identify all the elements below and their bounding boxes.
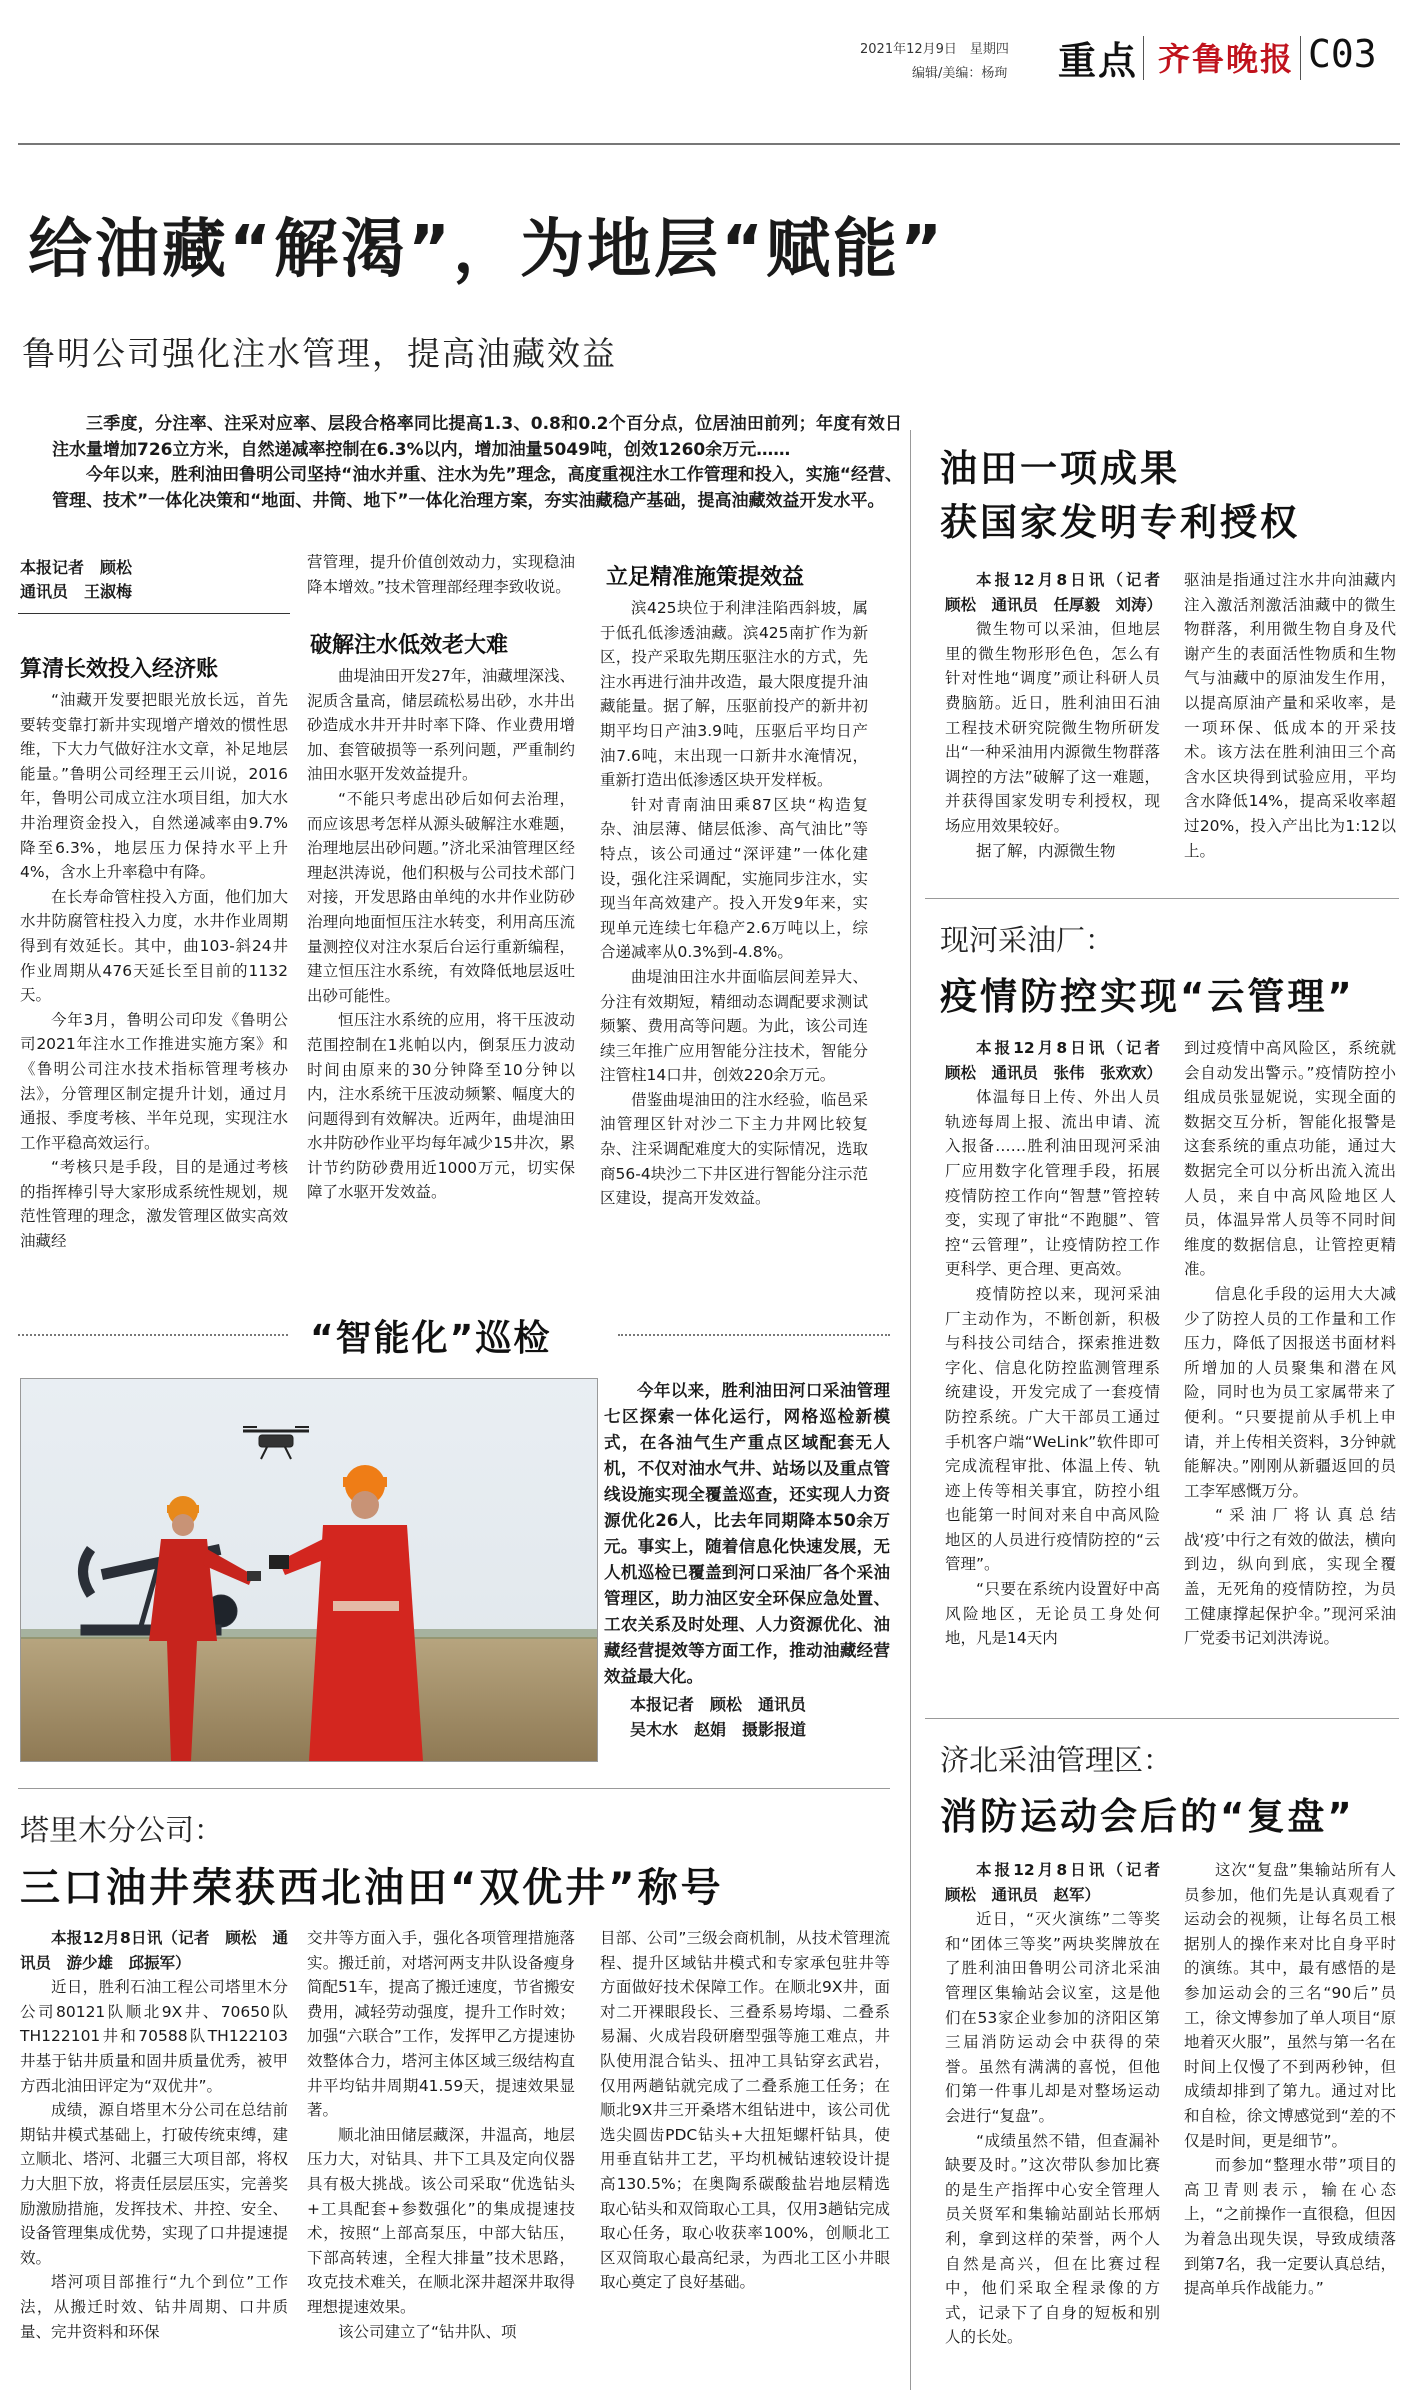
paragraph: 而参加“整理水带”项目的高卫青则表示，输在心态上，“之前操作一直很稳，但因为着急出现失误，导致成绩落到第7名，我一定要认真总结，提高单兵作战能力。”: [1184, 2156, 1396, 2298]
fire-column-2: [1184, 1858, 1396, 2301]
photo-illustration: [21, 1379, 597, 1761]
photo-credit: [604, 1692, 890, 1742]
main-lead: [52, 412, 902, 514]
drone-inspection-photo: [20, 1378, 598, 1762]
talimu-headline: 三口油井荣获西北油田“双优井”称号: [20, 1865, 724, 1911]
patent-byline: 本报12月8日讯（记者 顾松 通讯员 任厚毅 刘涛）: [945, 571, 1176, 614]
paragraph: “采油厂将认真总结战‘疫’中行之有效的做法，横向到边，纵向到底，实现全覆盖，无死角的疫情防控，为员工健康撑起保护伞。”现河采油厂党委书记刘洪涛说。: [1184, 1506, 1396, 1648]
talimu-column-2: [307, 1926, 575, 2344]
patent-headline-line2: 获国家发明专利授权: [940, 501, 1300, 544]
fire-kicker: 济北采油管理区：: [940, 1743, 1173, 1777]
lead-paragraph: 三季度，分注率、注采对应率、层段合格率同比提高1.3、0.8和0.2个百分点，位居油田前列；年度有效日注水量增加726立方米，自然递减率控制在6.3%以内，增加油量5049吨，创效1260余万元……: [52, 414, 902, 460]
photo-credit-line: 本报记者 顾松 通讯员: [630, 1695, 807, 1714]
paragraph: 滨425块位于利津洼陷西斜坡，属于低孔低渗透油藏。滨425南扩作为新区，投产采取先期压驱注水的方式，先注水再进行油井改造，最大限度提升油藏能量。据了解，压驱前投产的新井初期平均日产油3.9吨，压驱后平均日产油7.6吨，末出现一口新井水淹情况，重新打造出低渗透区块开发样板。: [600, 599, 868, 790]
patent-column-2: [1184, 568, 1396, 863]
main-subheadline: 鲁明公司强化注水管理，提高油藏效益: [22, 334, 617, 373]
paragraph: 交井等方面入手，强化各项管理措施落实。搬迁前，对塔河两支井队设备瘦身简配51车，提高了搬迁速度，节省搬安费用，减轻劳动强度，提升工作时效；加强“六联合”工作，发挥甲乙方提速协效整体合力，塔河主体区域三级结构直井平均钻井周期41.59天，提速效果显著。: [307, 1929, 575, 2120]
paragraph: 近日，胜利石油工程公司塔里木分公司80121队顺北9X井、70650队TH122101井和70588队TH122103井基于钻井质量和固井质量优秀，被甲方西北油田评定为“双优井”。: [20, 1978, 288, 2095]
fire-byline: 本报12月8日讯（记者 顾松 通讯员 赵军）: [945, 1861, 1176, 1904]
talimu-column-1: [20, 1926, 288, 2344]
fire-headline: 消防运动会后的“复盘”: [940, 1795, 1355, 1838]
paragraph: 在长寿命管柱投入方面，他们加大水井防腐管柱投入力度，水井作业周期得到有效延长。其中，曲103-斜24井作业周期从476天延长至目前的1132天。: [20, 887, 288, 1005]
patent-column-1: [945, 568, 1176, 863]
byline-rule: [18, 613, 290, 614]
paper-name-logo: 齐鲁晚报: [1158, 40, 1295, 78]
paragraph: 疫情防控以来，现河采油厂主动作为，不断创新，积极与科技公司结合，探索推进数字化、信息化防控监测管理系统建设，开发完成了一套疫情防控系统。广大干部员工通过手机客户端“WeLink”软件即可完成流程审批、体温上传、轨迹上传等相关事宜，防控小组也能第一时间对来自中高风险地区的人员进行疫情防控的“云管理”。: [945, 1284, 1160, 1574]
fire-column-1: [945, 1858, 1176, 2350]
main-byline: [20, 556, 132, 604]
masthead-date: 2021年12月9日 星期四: [860, 42, 1009, 57]
paragraph: 顺北油田储层藏深，井温高，地层压力大，对钻具、井下工具及定向仪器具有极大挑战。该公司采取“优选钻头+工具配套+参数强化”的集成提速技术，按照“上部高泵压，中部大钻压，下部高转速，全程大排量”技术思路，攻克技术难关，在顺北深井超深井取得理想提速效果。: [307, 2125, 575, 2316]
photo-story-title: “智能化”巡检: [310, 1318, 552, 1359]
photo-credit-line: 吴木水 赵娟 摄影报道: [630, 1720, 807, 1739]
masthead-rule: [18, 143, 1400, 145]
cloud-kicker: 现河采油厂：: [940, 923, 1115, 957]
patent-headline-line1: 油田一项成果: [940, 447, 1180, 490]
masthead-divider-2: [1300, 36, 1301, 80]
masthead-editor: 编辑/美编：杨珣: [912, 66, 1008, 81]
byline-correspondent: 通讯员 王淑梅: [20, 582, 133, 601]
paragraph: 借鉴曲堤油田的注水经验，临邑采油管理区针对沙二下主力井网比较复杂、注采调配难度大的实际情况，选取商56-4块沙二下井区进行智能分注示范区建设，提高开发效益。: [600, 1090, 868, 1208]
fire-top-rule: [925, 1718, 1399, 1719]
main-column-3: [600, 596, 868, 1211]
main-column-2: [307, 550, 575, 599]
column-divider: [910, 430, 911, 2390]
paragraph: 驱油是指通过注水井向油藏内注入激活剂激活油藏中的微生物群落，利用微生物自身及代谢产生的表面活性物质和生物气与油藏中的原油发生作用，以提高原油产量和采收率，是一项环保、低成本的开采技术。该方法在胜利油田三个高含水区块得到试验应用，平均含水降低14%，提高采收率超过20%，投入产出比为1:12以上。: [1184, 571, 1396, 860]
page-number: C03: [1308, 32, 1377, 76]
paragraph: 成绩，源自塔里木分公司在总结前期钻井模式基础上，打破传统束缚，建立顺北、塔河、北疆三大项目部，将权力大胆下放，将责任层层压实，完善奖励激励措施，发挥技术、井控、安全、设备管理集成优势，实现了口井提速提效。: [20, 2101, 288, 2267]
lead-paragraph: 今年以来，胜利油田鲁明公司坚持“油水并重、注水为先”理念，高度重视注水工作管理和投入，实施“经营、管理、技术”一体化决策和“地面、井筒、地下”一体化治理方案，夯实油藏稳产基础，提高油藏效益开发水平。: [52, 465, 902, 511]
section-heading-2: 破解注水低效老大难: [310, 633, 509, 658]
paragraph: “油藏开发要把眼光放长远，首先要转变靠打新井实现增产增效的惯性思维，下大力气做好注水文章，补足地层能量。”鲁明公司经理王云川说，2016年，鲁明公司成立注水项目组，加大水井治理资金投入，自然递减率由9.7%降至6.3%，地层压力保持水平上升4%，含水上升率稳中有降。: [20, 691, 288, 882]
section-name: 重点: [1058, 39, 1139, 83]
paragraph: 曲堤油田开发27年，油藏埋深浅、泥质含量高，储层疏松易出砂，水井出砂造成水井开井时率下降、作业费用增加、套管破损等一系列问题，严重制约油田水驱开发效益提升。: [307, 667, 575, 784]
paragraph: 恒压注水系统的应用，将干压波动范围控制在1兆帕以内，倒泵压力波动时间由原来的30分钟降至10分钟以内，注水系统干压波动频繁、幅度大的问题得到有效解决。近两年，曲堤油田水井防砂作业平均每年减少15井次，累计节约防砂费用近1000万元，切实保障了水驱开发效益。: [307, 1011, 575, 1202]
talimu-top-rule: [18, 1788, 890, 1789]
cloud-column-2: [1184, 1036, 1396, 1651]
section-heading-1: 算清长效投入经济账: [20, 657, 219, 682]
paragraph: “考核只是手段，目的是通过考核的指挥棒引导大家形成系统性规划，规范性管理的理念，激发管理区做实高效油藏经: [20, 1158, 288, 1251]
paragraph: 今年3月，鲁明公司印发《鲁明公司2021年注水工作推进实施方案》和《鲁明公司注水技术指标管理考核办法》，分管理区制定提升计划，通过月通报、季度考核、半年兑现，实现注水工作平稳高效运行。: [20, 1010, 288, 1152]
photo-title-rule-left: [18, 1334, 288, 1336]
paragraph: “成绩虽然不错，但查漏补缺要及时。”这次带队参加比赛的是生产指挥中心安全管理人员关贤军和集输站副站长邢炳利，拿到这样的荣誉，两个人自然是高兴，但在比赛过程中，他们采取全程录像的方式，记录下了自身的短板和别人的长处。: [945, 2131, 1160, 2347]
paragraph: 到过疫情中高风险区，系统就会自动发出警示。”疫情防控小组成员张显妮说，实现全面的数据交互分析，智能化报警是这套系统的重点功能，通过大数据完全可以分析出流入流出人员，来自中高风险地区人员，体温异常人员等不同时间维度的数据信息，让管控更精准。: [1184, 1039, 1396, 1279]
paragraph: 塔河项目部推行“九个到位”工作法，从搬迁时效、钻井周期、口井质量、完井资料和环保: [20, 2273, 288, 2341]
paragraph: 近日，“灭火演练”二等奖和“团体三等奖”两块奖牌放在了胜利油田鲁明公司济北采油管理区集输站会议室，这是他们在53家企业参加的济阳区第三届消防运动会中获得的荣誉。虽然有满满的喜悦，但他们第一件事儿却是对整场运动会进行“复盘”。: [945, 1910, 1160, 2125]
byline-reporter: 本报记者 顾松: [20, 558, 133, 577]
paragraph: 信息化手段的运用大大减少了防控人员的工作量和工作压力，降低了因报送书面材料所增加的人员聚集和潜在风险，同时也为员工家属带来了便利。“只要提前从手机上申请，并上传相关资料，3分钟就能解决。”刚刚从新疆返回的员工李军感慨万分。: [1184, 1284, 1396, 1500]
talimu-kicker: 塔里木分公司：: [20, 1813, 224, 1847]
cloud-byline: 本报12月8日讯（记者 顾松 通讯员 张伟 张欢欢）: [945, 1039, 1176, 1082]
paragraph: “只要在系统内设置好中高风险地区，无论员工身处何地，凡是14天内: [945, 1580, 1160, 1648]
paragraph: “不能只考虑出砂后如何去治理，而应该思考怎样从源头破解注水难题，治理地层出砂问题。”济北采油管理区经理赵洪涛说，他们积极与公司技术部门对接，开发思路由单纯的水井作业防砂治理向地面恒压注水转变，利用高压流量测控仪对注水泵后台运行重新编程，建立恒压注水系统，有效降低地层返吐出砂可能性。: [307, 789, 575, 1005]
main-headline: 给油藏“解渴”，为地层“赋能”: [28, 213, 946, 287]
photo-story-text: [604, 1378, 890, 1742]
paragraph: 这次“复盘”集输站所有人员参加，他们先是认真观看了运动会的视频，让每名员工根据别人的操作来对比自身平时的演练。其中，最有感悟的是参加运动会的三名“90后”员工，徐文博参加了单人项目“原地着灭火服”，虽然与第一名在时间上仅慢了不到两秒钟，但成绩却排到了第九。通过对比和自检，徐文博感觉到“差的不仅是时间，更是细节”。: [1184, 1861, 1396, 2150]
paragraph: 体温每日上传、外出人员轨迹每周上报、流出申请、流入报备……胜利油田现河采油厂应用数字化管理手段，拓展疫情防控工作向“智慧”管控转变，实现了审批“不跑腿”、管控“云管理”，让疫情防控工作更科学、更合理、更高效。: [945, 1088, 1160, 1279]
paragraph: 该公司建立了“钻井队、项: [338, 2322, 517, 2341]
paragraph: 营管理，提升价值创效动力，实现稳油降本增效。”技术管理部经理李致收说。: [307, 553, 575, 596]
cloud-column-1: [945, 1036, 1176, 1651]
photo-title-rule-right: [618, 1334, 890, 1336]
paragraph: 微生物可以采油，但地层里的微生物形形色色，怎么有针对性地“调度”顽让科研人员费脑筋。近日，胜利油田石油工程技术研究院微生物所研发出“一种采油用内源微生物群落调控的方法”破解了这一难题，并获得国家发明专利授权，现场应用效果较好。: [945, 620, 1160, 835]
cloud-headline: 疫情防控实现“云管理”: [940, 975, 1355, 1018]
paragraph: 据了解，内源微生物: [976, 841, 1116, 860]
talimu-column-3: [600, 1926, 890, 2295]
talimu-byline: 本报12月8日讯（记者 顾松 通讯员 游少雄 邱振军）: [20, 1929, 288, 1972]
section-heading-3: 立足精准施策提效益: [606, 565, 805, 590]
paragraph: 目部、公司”三级会商机制，从技术管理流程、提升区域钻井模式和专家承包驻井等方面做好技术保障工作。在顺北9X井，面对二开裸眼段长、三叠系易垮塌、二叠系易漏、火成岩段研磨型强等施工难点，井队使用混合钻头、扭冲工具钻穿玄武岩，仅用两趟钻就完成了二叠系施工任务；在顺北9X井三开桑塔木组钻进中，该公司优选尖圆齿PDC钻头+大扭矩螺杆钻具，使用垂直钻井工艺，平均机械钻速较设计提高130.5%；在奥陶系碳酸盐岩地层精选取心钻头和双筒取心工具，仅用3趟钻完成取心任务，取心收获率100%，创顺北工区双筒取心最高纪录，为西北工区小井眼取心奠定了良好基础。: [600, 1929, 890, 2292]
main-column-2b: [307, 664, 575, 1205]
masthead-divider: [1143, 36, 1144, 80]
cloud-top-rule: [925, 898, 1399, 899]
paragraph: 针对青南油田乘87区块“构造复杂、油层薄、储层低渗、高气油比”等特点，该公司通过“深评建”一体化建设，强化注采调配，实施同步注水，实现当年高效建产。投入开发9年来，实现单元连续七年稳产2.6万吨以上，综合递减率从0.3%到-4.8%。: [600, 795, 868, 962]
paragraph: 曲堤油田注水井面临层间差异大、分注有效期短，精细动态调配要求测试频繁、费用高等问题。为此，该公司连续三年推广应用智能分注技术，智能分注管柱14口井，创效220余万元。: [600, 967, 868, 1085]
paragraph: 今年以来，胜利油田河口采油管理七区探索一体化运行，网格巡检新模式，在各油气生产重点区域配套无人机，不仅对油水气井、站场以及重点管线设施实现全覆盖巡查，还实现人力资源优化26人，比去年同期降本50余万元。事实上，随着信息化快速发展，无人机巡检已覆盖到河口采油厂各个采油管理区，助力油区安全环保应急处置、工农关系及时处理、人力资源优化、油藏经营提效等方面工作，推动油藏经营效益最大化。: [604, 1381, 890, 1686]
main-column-1: [20, 688, 288, 1254]
